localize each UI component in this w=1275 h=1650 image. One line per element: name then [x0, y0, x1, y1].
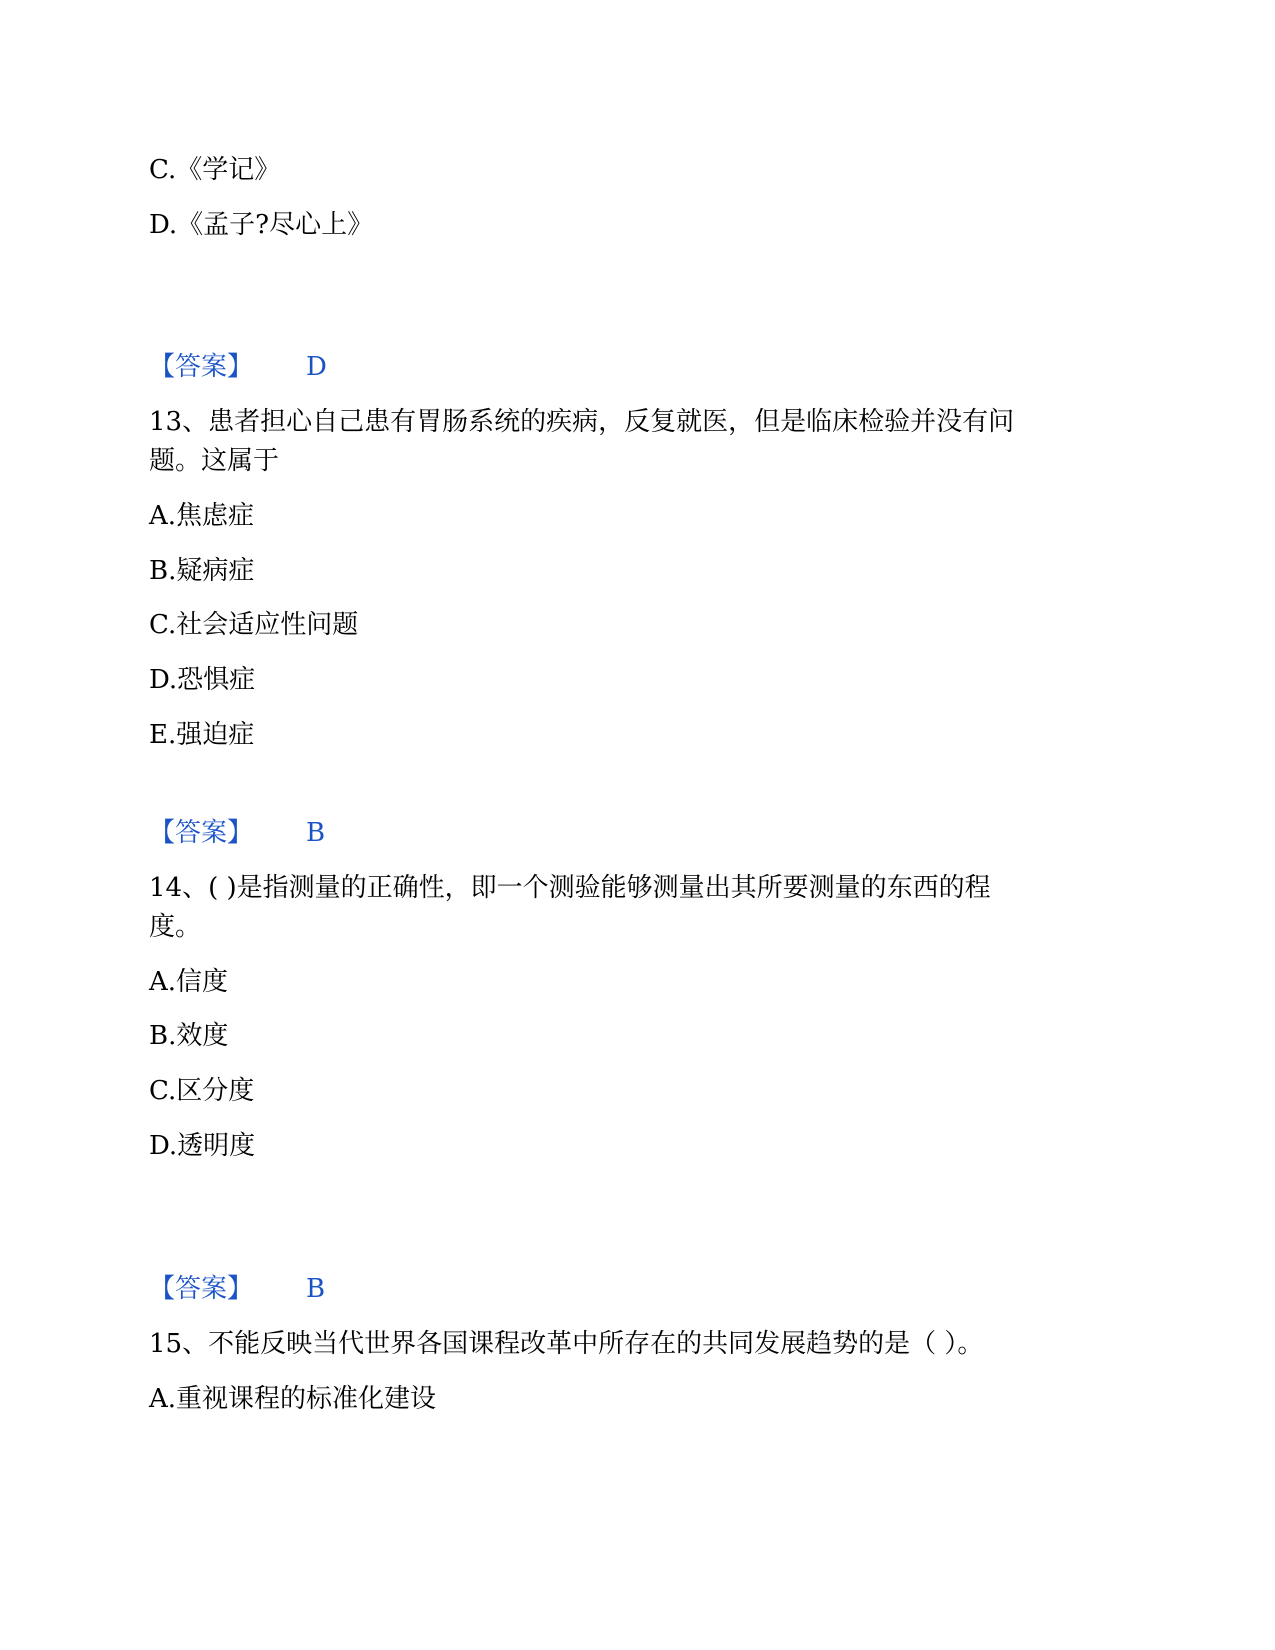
q13-option-c: C.社会适应性问题: [149, 610, 359, 640]
q13-option-a: A.焦虑症: [149, 501, 255, 531]
q15-stem-line1: 15、不能反映当代世界各国课程改革中所存在的共同发展趋势的是（ ）。: [149, 1329, 984, 1359]
answer-label: 【答案】: [149, 818, 254, 848]
answer-label: 【答案】: [149, 1274, 254, 1304]
q13-stem-line1: 13、患者担心自己患有胃肠系统的疾病，反复就医，但是临床检验并没有问: [149, 407, 1015, 437]
answer-14: [149, 1269, 326, 1309]
q14-option-d: D.透明度: [149, 1131, 256, 1161]
q13-option-b: B.疑病症: [149, 556, 255, 586]
q12-option-d: D.《孟子?尽心上》: [149, 210, 374, 240]
q14-option-b: B.效度: [149, 1021, 229, 1051]
answer-value: B: [306, 1274, 326, 1304]
answer-12: [149, 347, 327, 387]
q14-stem-line1: 14、( )是指测量的正确性，即一个测验能够测量出其所要测量的东西的程: [149, 873, 991, 903]
answer-label: 【答案】: [149, 352, 254, 382]
answer-value: B: [306, 818, 326, 848]
q13-option-d: D.恐惧症: [149, 665, 256, 695]
q14-option-a: A.信度: [149, 967, 229, 997]
q14-option-c: C.区分度: [149, 1076, 255, 1106]
q13-option-e: E.强迫症: [149, 720, 255, 750]
answer-13: [149, 813, 326, 853]
q15-option-a: A.重视课程的标准化建设: [149, 1384, 437, 1414]
q13-stem-line2: 题。这属于: [149, 446, 280, 476]
q14-stem-line2: 度。: [149, 912, 202, 942]
answer-value: D: [306, 352, 327, 382]
q12-option-c: C.《学记》: [149, 155, 281, 185]
